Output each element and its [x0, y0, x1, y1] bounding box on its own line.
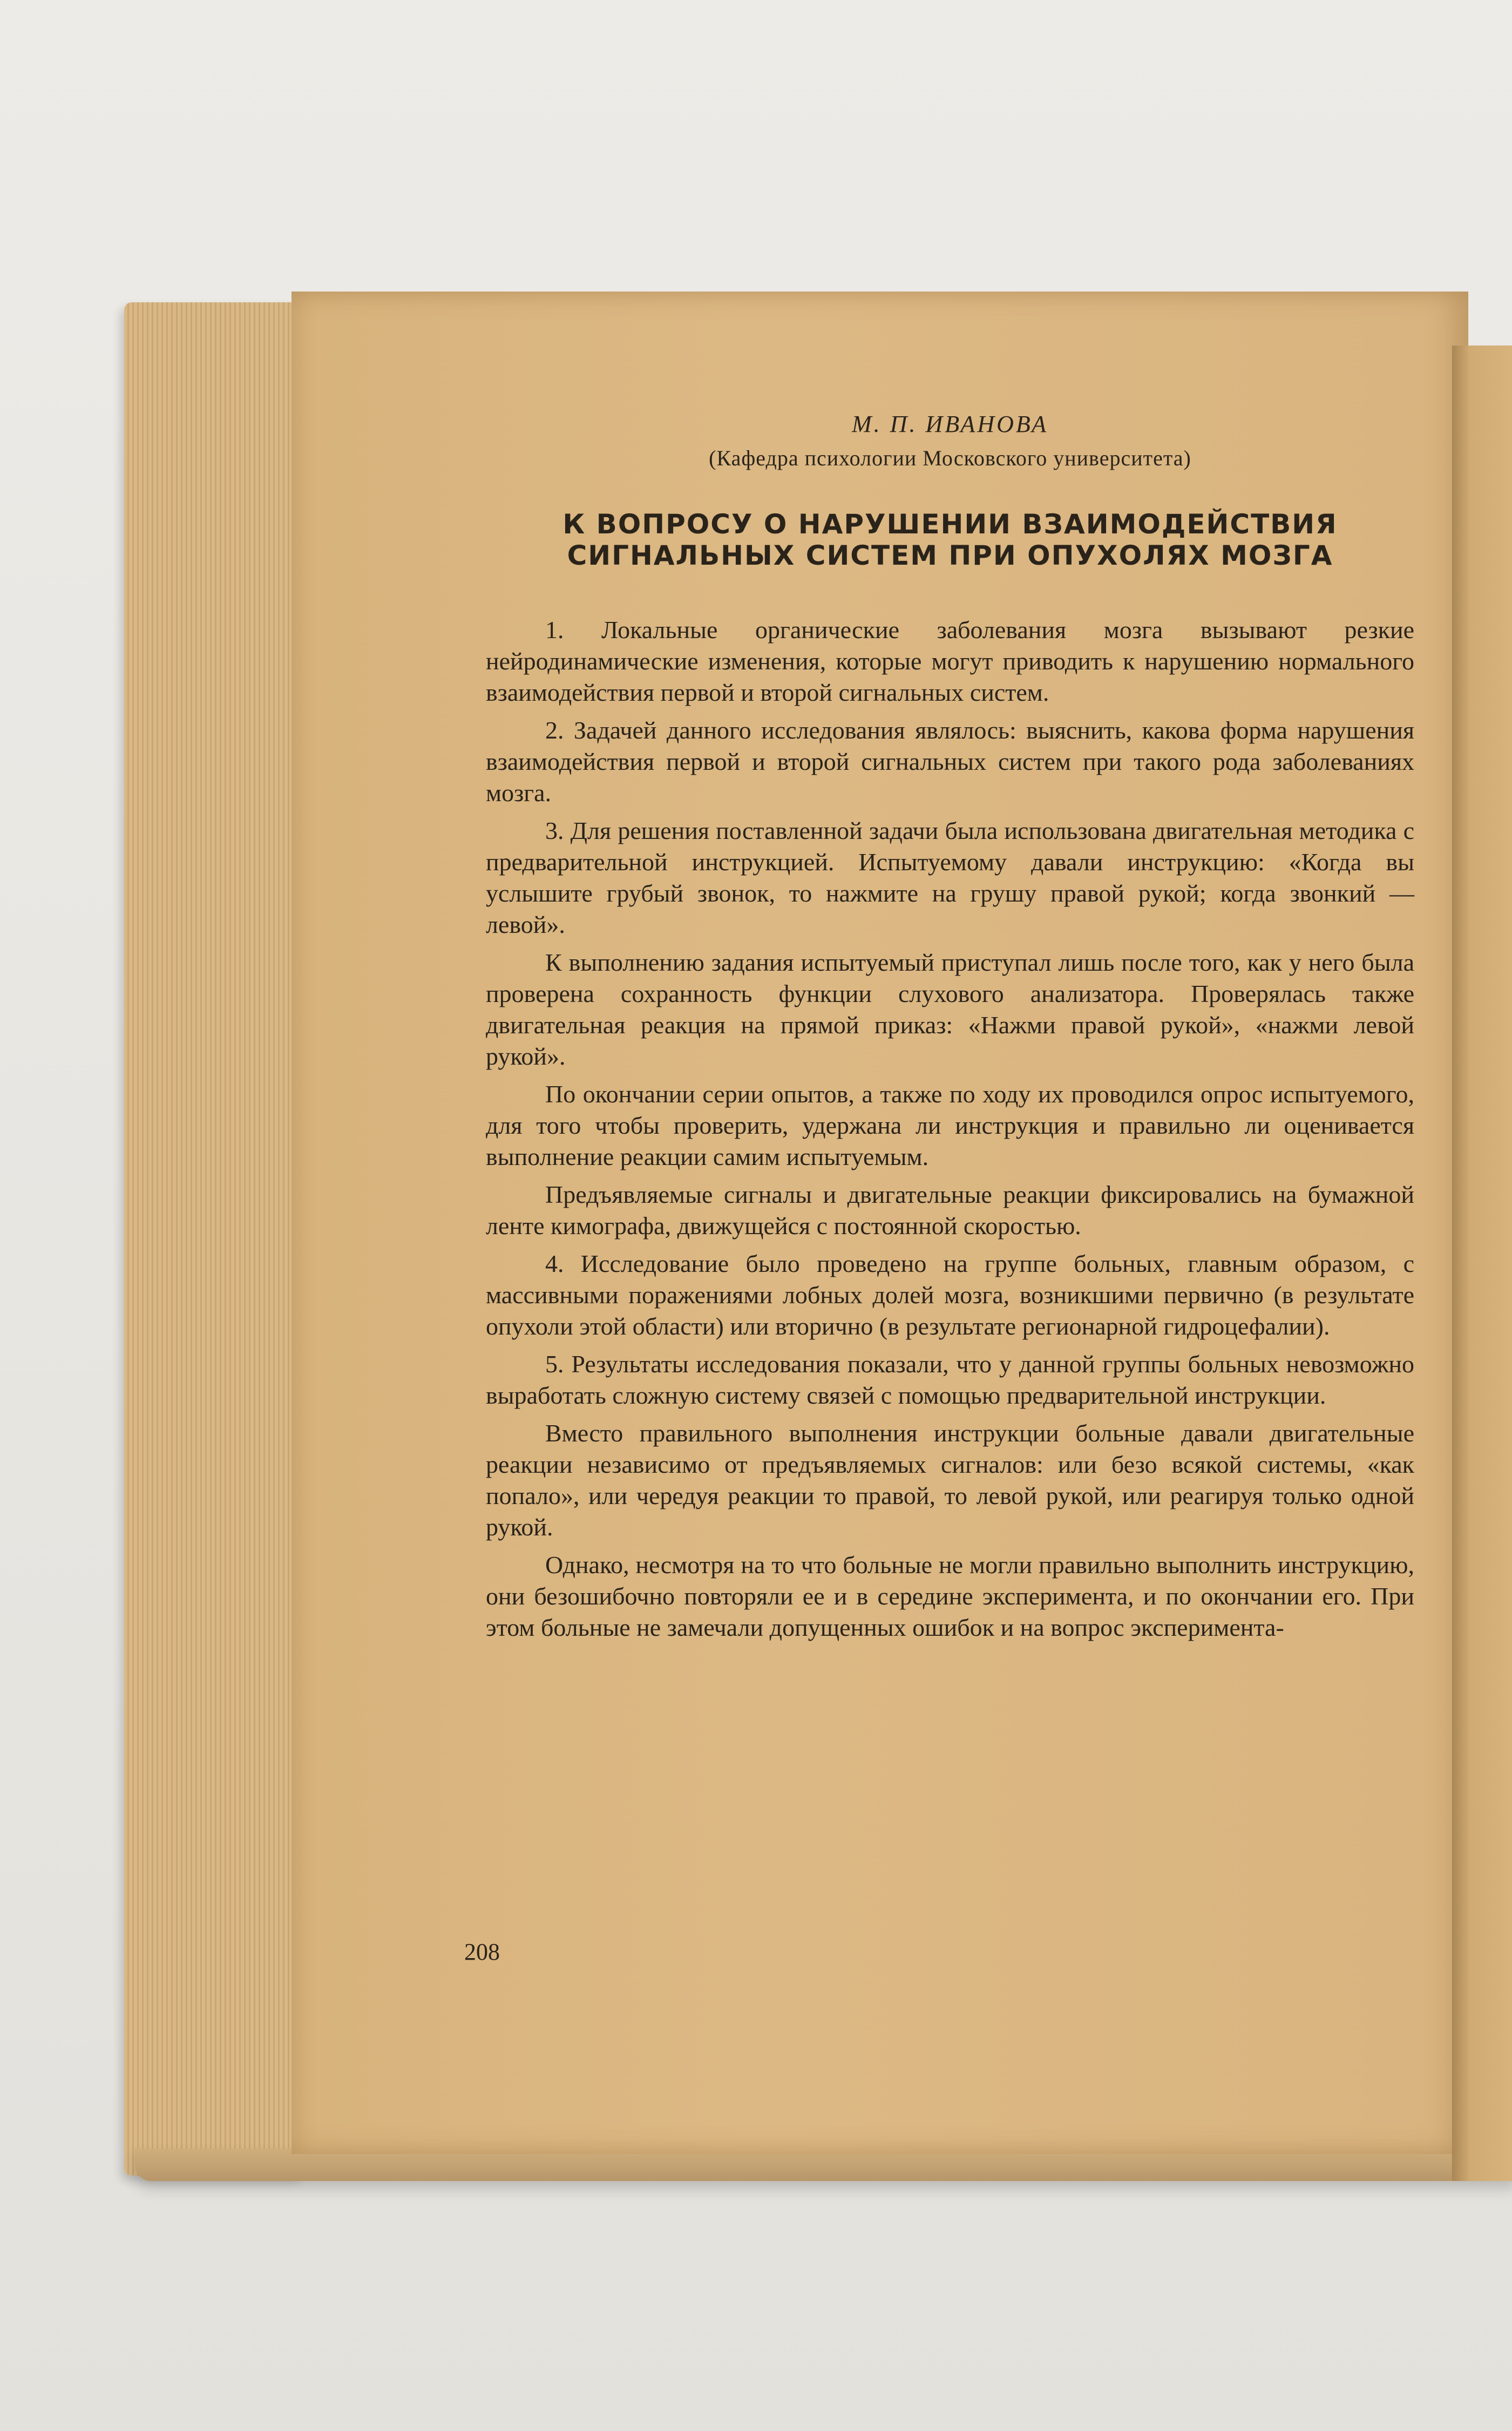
paragraph: 1. Локальные органические заболевания мозга вызывают резкие нейродинамические изменения, которые могут приводить к нарушению нормального взаимодействия первой и второй сигнальных систем.: [486, 616, 1414, 706]
paragraph: 5. Результаты исследования показали, что у данной группы больных невозможно выработать сложную систему связей с помощью предварительной инструкции.: [486, 1350, 1414, 1409]
page-text: [486, 410, 1414, 1650]
facing-page-edge: [1452, 346, 1512, 2181]
paragraph: 3. Для решения поставленной задачи была использована двигательная методика с предварительной инструкцией. Испытуемому давали инструкцию: «Когда вы услышите грубый звонок, то нажмите на грушу правой рукой; когда звонкий — левой».: [486, 817, 1414, 938]
paragraph: Вместо правильного выполнения инструкции больные давали двигательные реакции независимо от предъявляемых сигналов: или безо всякой системы, «как попало», или чередуя реакции то правой, то левой рукой, или реагируя только одной рукой.: [486, 1419, 1414, 1541]
paragraph: 4. Исследование было проведено на группе больных, главным образом, с массивными поражениями лобных долей мозга, возникшими первично (в результате опухоли этой области) или вторично (в результате регионарной гидроцефалии).: [486, 1250, 1414, 1340]
paragraph: К выполнению задания испытуемый приступал лишь после того, как у него была проверена сохранность функции слухового анализатора. Проверялась также двигательная реакция на прямой приказ: «Нажми правой рукой», «нажми левой рукой».: [486, 949, 1414, 1070]
author-affiliation: (Кафедра психологии Московского университета): [709, 446, 1191, 470]
paragraph: По окончании серии опытов, а также по ходу их проводился опрос испытуемого, для того чтобы проверить, удержана ли инструкция и правильно ли оценивается выполнение реакции самим испытуемым.: [486, 1080, 1414, 1170]
paragraph: Однако, несмотря на то что больные не могли правильно выполнить инструкцию, они безошибочно повторяли ее и в середине эксперимента, и по окончании его. При этом больные не замечали допущенных ошибок и на вопрос эксперимента-: [486, 1551, 1414, 1641]
paragraph: Предъявляемые сигналы и двигательные реакции фиксировались на бумажной ленте кимографа, движущейся с постоянной скоростью.: [486, 1181, 1414, 1240]
page-number: 208: [464, 1939, 500, 1965]
author-name: М. П. ИВАНОВА: [852, 411, 1048, 437]
article-title: К ВОПРОСУ О НАРУШЕНИИ ВЗАИМОДЕЙСТВИЯ СИГНАЛЬНЫХ СИСТЕМ ПРИ ОПУХОЛЯХ МОЗГА: [562, 509, 1338, 571]
book-page-edges: [124, 302, 302, 2176]
paragraph: 2. Задачей данного исследования являлось: выяснить, какова форма нарушения взаимодействия первой и второй сигнальных систем при такого рода заболеваниях мозга.: [486, 716, 1414, 807]
